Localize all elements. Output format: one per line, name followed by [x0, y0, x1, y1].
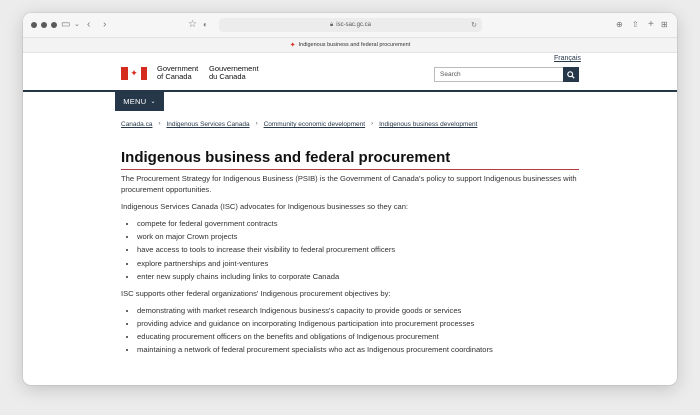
breadcrumb-separator-icon: › [371, 121, 374, 127]
chevron-down-icon: ⌄ [150, 99, 156, 105]
breadcrumb-link-canada[interactable]: Canada.ca [121, 121, 153, 128]
list-item: • providing advice and guidance on incorporating Indigenous participation into procurement processes [137, 318, 591, 329]
canada-flag-icon: ✦ [121, 67, 147, 80]
breadcrumb-separator-icon: › [158, 121, 161, 127]
advocacy-lead: Indigenous Services Canada (ISC) advocates for Indigenous businesses so they can: [121, 202, 409, 211]
gov-en-line1: Government [157, 64, 199, 73]
close-window-dot[interactable] [31, 22, 37, 28]
support-list [121, 305, 591, 356]
advocacy-list [121, 218, 591, 282]
chevron-down-icon[interactable]: ⌄ [74, 21, 80, 28]
tab-active[interactable] [23, 38, 677, 53]
zoom-window-dot[interactable] [51, 22, 57, 28]
support-lead: ISC supports other federal organizations' Indigenous procurement objectives by: [121, 288, 391, 298]
government-of-canada-signature[interactable] [121, 64, 259, 81]
language-toggle-link[interactable]: Français [554, 55, 581, 62]
tab-title: Indigenous business and federal procurement [298, 42, 411, 48]
window-controls[interactable] [31, 22, 57, 28]
lock-icon: 🔒︎ [330, 21, 334, 28]
breadcrumb [121, 121, 477, 128]
gov-fr-line1: Gouvernement [209, 64, 259, 73]
list-item: • explore partnerships and joint-ventures [137, 258, 591, 269]
search-input[interactable]: Search [434, 67, 563, 82]
back-icon[interactable]: ‹ [87, 19, 91, 30]
menu-button[interactable] [115, 92, 164, 111]
tab-overview-icon[interactable]: ⊞ [661, 20, 668, 29]
reload-icon[interactable]: ↻ [471, 22, 477, 29]
list-item: • enter new supply chains including links to corporate Canada [137, 271, 591, 282]
list-item: • demonstrating with market research Indigenous business's capacity to provide goods or services [137, 305, 591, 316]
gov-en-line2: of Canada [157, 72, 192, 81]
intro-paragraph: The Procurement Strategy for Indigenous Business (PSIB) is the Government of Canada's policy to support Indigenous businesses with procurement opportunities. [121, 174, 577, 194]
breadcrumb-link-business[interactable]: Indigenous business development [379, 121, 478, 128]
download-icon[interactable]: ⊕ [616, 20, 623, 29]
list-item: • work on major Crown projects [137, 231, 591, 242]
new-tab-icon[interactable]: + [648, 19, 654, 30]
main-content [121, 173, 591, 361]
search-button[interactable] [563, 67, 579, 82]
bookmark-star-icon[interactable]: ☆ [188, 19, 197, 30]
address-text: isc-sac.gc.ca [336, 22, 371, 28]
list-item: • educating procurement officers on the benefits and obligations of Indigenous procurement [137, 331, 591, 342]
government-wordmark [157, 64, 259, 81]
breadcrumb-link-isc[interactable]: Indigenous Services Canada [166, 121, 250, 128]
breadcrumb-separator-icon: › [255, 121, 258, 127]
breadcrumb-link-community[interactable]: Community economic development [263, 121, 366, 128]
address-bar[interactable] [219, 18, 482, 32]
menu-label: MENU [123, 97, 147, 106]
list-item: • have access to tools to increase their visibility to federal procurement officers [137, 244, 591, 255]
list-item: • maintaining a network of federal procurement specialists who act as Indigenous procurement coordinators [137, 344, 591, 355]
privacy-shield-icon[interactable]: ◐ [203, 20, 208, 29]
site-search [434, 67, 579, 82]
share-icon[interactable]: ⇧ [632, 20, 639, 29]
browser-toolbar [23, 13, 677, 38]
forward-icon[interactable]: › [103, 19, 107, 30]
minimize-window-dot[interactable] [41, 22, 47, 28]
list-item: • compete for federal government contracts [137, 218, 591, 229]
sidebar-icon[interactable]: ▭ [61, 19, 71, 30]
gov-fr-line2: du Canada [209, 72, 246, 81]
maple-leaf-favicon-icon: ✦ [289, 42, 296, 49]
search-icon [567, 71, 575, 79]
browser-window [23, 13, 677, 385]
page-title: Indigenous business and federal procurement [121, 149, 579, 170]
